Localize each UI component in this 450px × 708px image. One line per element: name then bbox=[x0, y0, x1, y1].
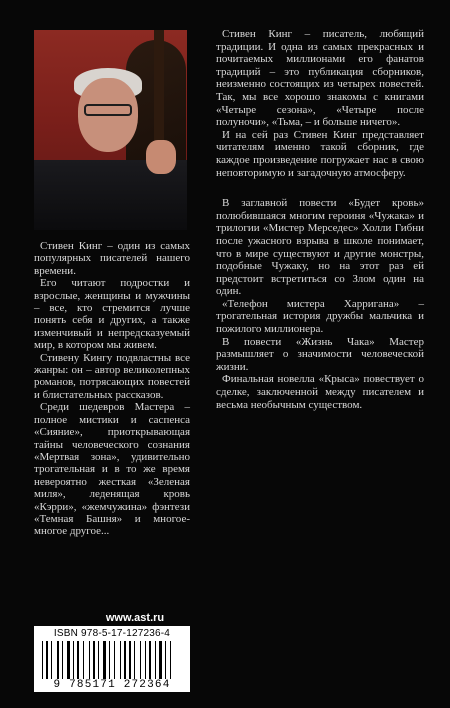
bio-paragraph: Стивену Кингу подвластны все жанры: он – автор великолепных романов, потрясающих повестей и блистательных рассказов. bbox=[34, 351, 190, 401]
barcode-bar bbox=[165, 641, 166, 679]
annotation-paragraph: И на сей раз Стивен Кинг представляет читателям именно такой сборник, где каждое произведение погружает нас в свою неповторимую и загадочную атмосферу. bbox=[216, 128, 424, 179]
barcode-bar bbox=[124, 641, 126, 679]
barcode-bar bbox=[159, 641, 162, 679]
barcode-bar bbox=[114, 641, 115, 679]
barcode-bar bbox=[51, 641, 52, 679]
book-annotation bbox=[216, 28, 424, 411]
annotation-paragraph: «Телефон мистера Харригана» – трогательная история дружбы мальчика и пожилого миллионера. bbox=[216, 297, 424, 336]
barcode-bar bbox=[73, 641, 74, 679]
barcode-bar bbox=[67, 641, 70, 679]
barcode-bar bbox=[155, 641, 156, 679]
section-gap bbox=[216, 179, 424, 197]
barcode-bar bbox=[42, 641, 43, 679]
barcode-bar bbox=[62, 641, 63, 679]
barcode-bar bbox=[170, 641, 171, 679]
barcode bbox=[34, 626, 190, 692]
barcode-bar bbox=[134, 641, 135, 679]
annotation-paragraph: Финальная новелла «Крыса» повествует о сделке, заключенной между писателем и весьма необычным существом. bbox=[216, 373, 424, 411]
barcode-bar bbox=[129, 641, 131, 679]
author-photo bbox=[34, 30, 187, 230]
author-hand bbox=[146, 140, 176, 174]
barcode-bar bbox=[149, 641, 151, 679]
isbn-label: ISBN 978-5-17-127236-4 bbox=[53, 628, 171, 639]
annotation-paragraph: Стивен Кинг – писатель, любящий традиции. И одна из самых прекрасных и почитаемых миллионами его фанатов традиций – это публикация сборников, неизменно состоящих из четырех повестей. Так, мы все хорошо знакомы с книгами «Четыре сезона», «Четыре после полуночи», «Тьма, – и больше ничего». bbox=[216, 28, 424, 129]
publisher-website: www.ast.ru bbox=[105, 612, 165, 624]
bio-paragraph: Стивен Кинг – один из самых популярных писателей нашего времени. bbox=[34, 240, 190, 277]
ean-digits: 9 785171 272364 bbox=[53, 679, 171, 691]
bio-paragraph: Среди шедевров Мастера – полное мистики и саспенса «Сияние», приоткрывающая тайны человеческого сознания «Мертвая зона», удивительно трогательная и в то же время невероятно жесткая «Зеленая миля», леденящая кровь «Кэрри», «жемчужина» фэнтези «Темная Башня» и многое-многое другое... bbox=[34, 401, 190, 538]
author-bio bbox=[34, 240, 190, 538]
guitar-neck bbox=[154, 30, 164, 150]
annotation-paragraph: В повести «Жизнь Чака» Мастер размышляет о значимости человеческой жизни. bbox=[216, 335, 424, 373]
barcode-bar bbox=[83, 641, 84, 679]
barcode-bar bbox=[77, 641, 79, 679]
bio-paragraph: Его читают подростки и взрослые, женщины и мужчины – все, кто стремится лучше понять себя и других, а также изменчивый и непредсказуемый мир, в котором мы живем. bbox=[34, 277, 190, 352]
barcode-bar bbox=[145, 641, 146, 679]
barcode-bar bbox=[120, 641, 121, 679]
barcode-bars bbox=[38, 641, 186, 679]
barcode-bar bbox=[98, 641, 99, 679]
barcode-bar bbox=[57, 641, 59, 679]
author-glasses bbox=[84, 104, 132, 116]
barcode-bar bbox=[89, 641, 90, 679]
barcode-bar bbox=[103, 641, 106, 679]
barcode-bar bbox=[46, 641, 48, 679]
barcode-bar bbox=[93, 641, 95, 679]
annotation-paragraph: В заглавной повести «Будет кровь» полюбившаяся многим героиня «Чужака» и трилогии «Мистер Мерседес» Холли Гибни после ужасного взрыва в школе понимает, что в мире существуют и другие монстры, подобные Чужаку, но на этот раз ей предстоит встретиться со Злом один на один. bbox=[216, 197, 424, 298]
barcode-bar bbox=[109, 641, 110, 679]
barcode-bar bbox=[140, 641, 141, 679]
